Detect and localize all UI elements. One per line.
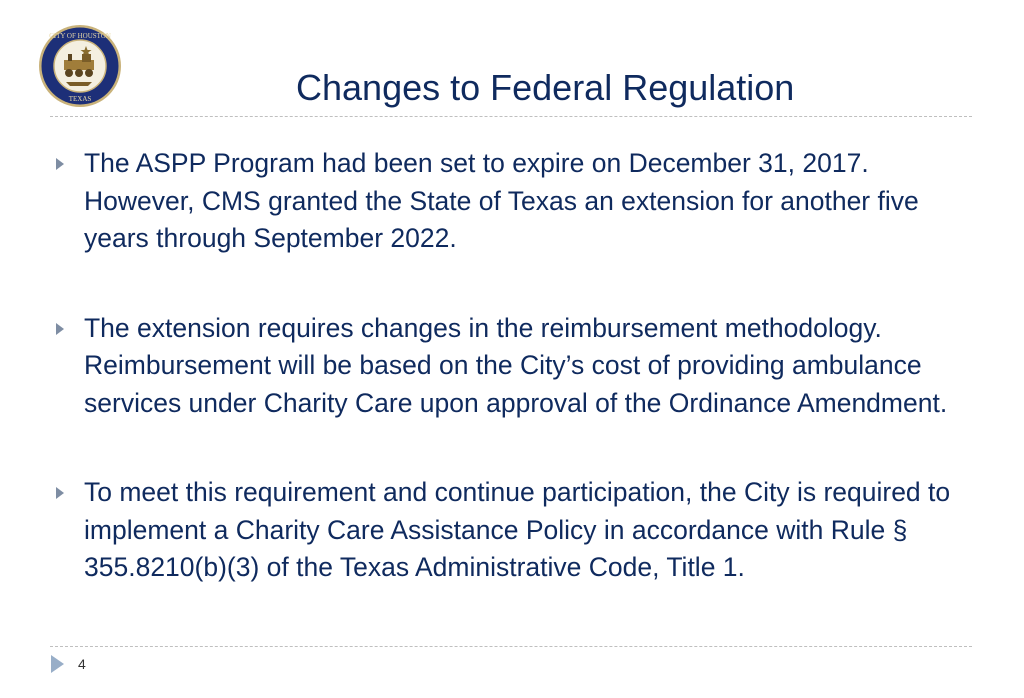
bullet-text: The extension requires changes in the reimbursement methodology. Reimbursement will be based on the City’s cost of providing ambulance services under Charity Care upon approval of the Ordinance Amendment. — [84, 312, 948, 418]
triangle-bullet-icon — [56, 487, 64, 499]
seal-text-top: CITY OF HOUSTON — [49, 32, 111, 40]
seal-text-bottom: TEXAS — [68, 95, 92, 103]
bullet-item — [50, 310, 980, 423]
bullet-item — [50, 474, 980, 587]
bullet-text: To meet this requirement and continue participation, the City is required to implement a Charity Care Assistance Policy in accordance with Rule § 355.8210(b)(3) of the Texas Administrative Code, Title 1. — [84, 477, 951, 582]
triangle-bullet-icon — [56, 158, 64, 170]
footer-divider — [50, 646, 972, 647]
bullet-item — [50, 145, 980, 258]
bullet-text: The ASPP Program had been set to expire on December 31, 2017. However, CMS granted the State of Texas an extension for another five years through September 2022. — [84, 148, 919, 253]
title-divider — [50, 116, 972, 117]
footer-triangle-icon — [51, 655, 64, 673]
triangle-bullet-icon — [56, 323, 64, 335]
slide-title: Changes to Federal Regulation — [296, 67, 795, 108]
page-number: 4 — [78, 656, 86, 672]
bullet-list — [50, 145, 980, 587]
